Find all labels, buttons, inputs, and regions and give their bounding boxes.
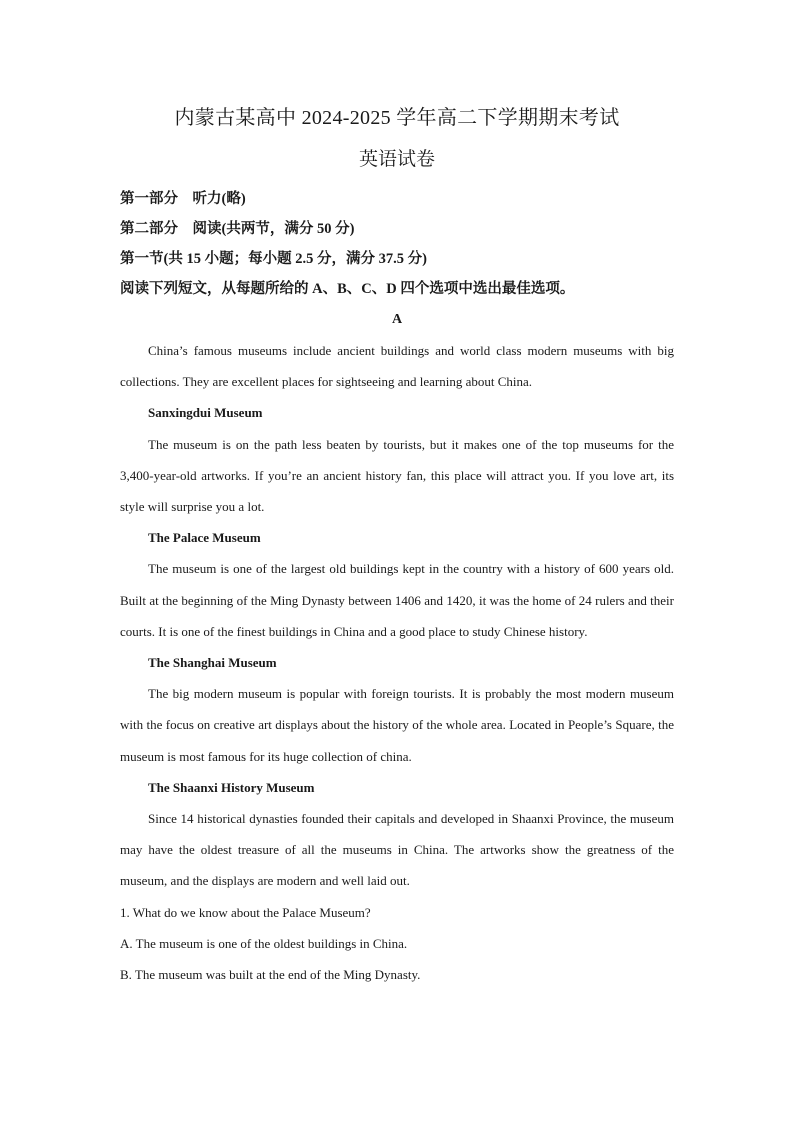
- museum-text-shanghai: The big modern museum is popular with foreign tourists. It is probably the most modern museum with the focus on creative art displays about the history of the whole area. Located in People’s Square, the museum is most famous for its huge collection of china.: [120, 686, 674, 764]
- passage-letter: A: [391, 312, 403, 327]
- exam-page: [120, 104, 674, 990]
- exam-subtitle: 英语试卷: [358, 149, 435, 170]
- museum-heading-shaanxi: The Shaanxi History Museum: [148, 779, 315, 795]
- museum-text-shaanxi: Since 14 historical dynasties founded their capitals and developed in Shaanxi Province, the museum may have the oldest treasure of all the museums in China. The artworks show the greatness of the museum, and the displays are modern and well laid out.: [120, 811, 674, 889]
- museum-heading-sanxingdui: Sanxingdui Museum: [148, 405, 263, 421]
- question-option-b: B. The museum was built at the end of the Ming Dynasty.: [120, 967, 421, 983]
- passage-intro: China’s famous museums include ancient buildings and world class modern museums with big collections. They are excellent places for sightseeing and learning about China.: [120, 343, 674, 390]
- museum-text-palace: The museum is one of the largest old buildings kept in the country with a history of 600 years old. Built at the beginning of the Ming Dynasty between 1406 and 1420, it was the home of 24 rulers and their courts. It is one of the finest buildings in China and a good place to study Chinese history.: [120, 561, 674, 639]
- section1-heading: 第一节(共 15 小题；每小题 2.5 分，满分 37.5 分): [120, 251, 427, 267]
- exam-title: 内蒙古某高中 2024-2025 学年高二下学期期末考试: [174, 107, 620, 129]
- part2-heading: 第二部分 阅读(共两节，满分 50 分): [120, 221, 355, 237]
- question-option-a: A. The museum is one of the oldest buildings in China.: [120, 935, 408, 951]
- museum-heading-palace: The Palace Museum: [148, 530, 261, 546]
- museum-heading-shanghai: The Shanghai Museum: [148, 655, 277, 671]
- museum-text-sanxingdui: The museum is on the path less beaten by tourists, but it makes one of the top museums for the 3,400-year-old artworks. If you’re an ancient history fan, this place will attract you. If you love art, its style will surprise you a lot.: [120, 436, 674, 515]
- instruction-text: 阅读下列短文，从每题所给的 A、B、C、D 四个选项中选出最佳选项。: [120, 281, 575, 297]
- question-stem: 1. What do we know about the Palace Museum?: [120, 904, 371, 920]
- part1-heading: 第一部分 听力(略): [120, 191, 246, 207]
